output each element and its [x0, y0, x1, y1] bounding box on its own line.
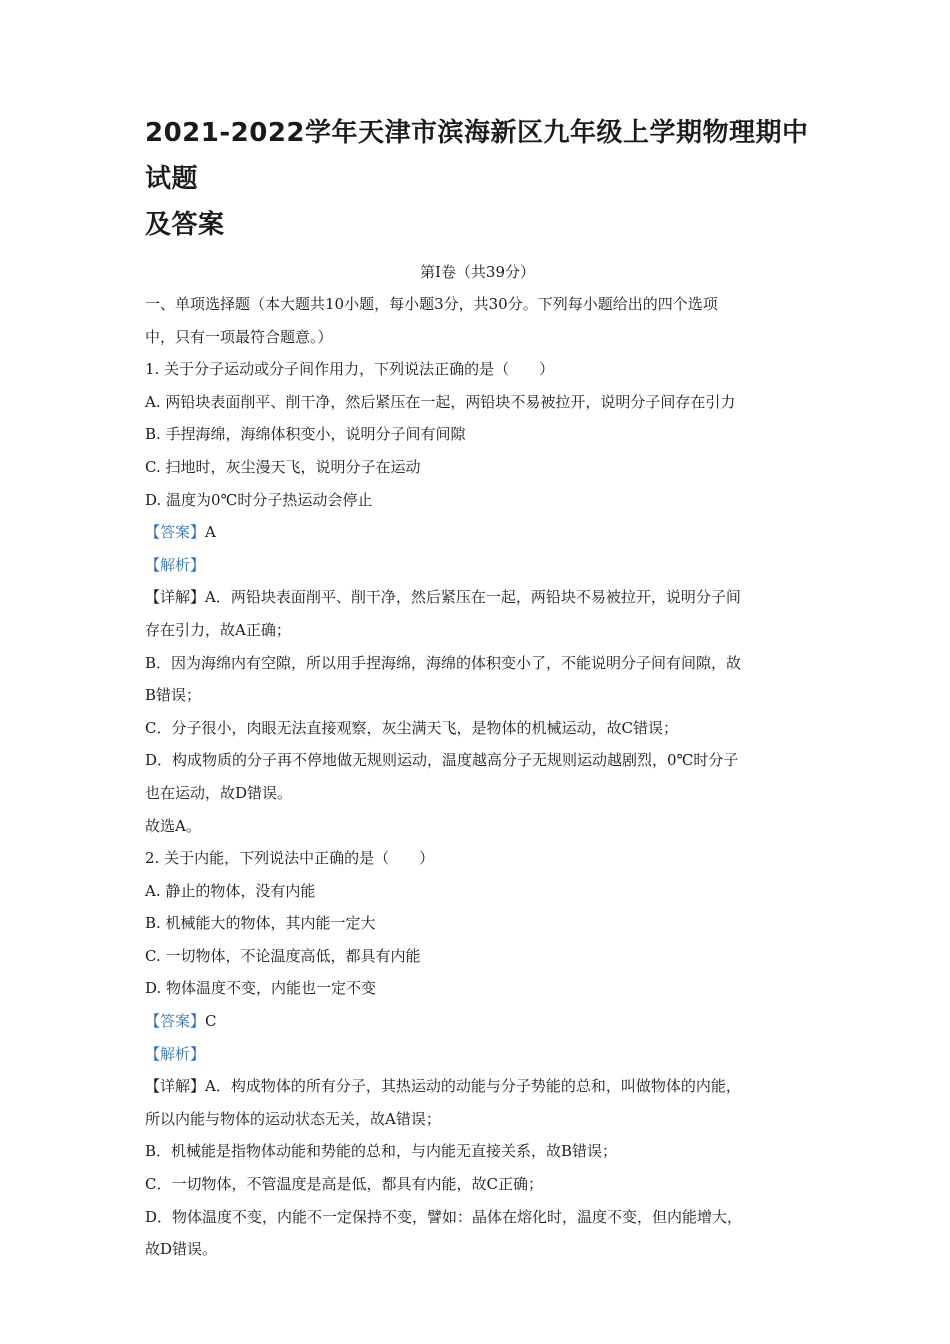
- detail-tag: 【详解】: [145, 1077, 206, 1096]
- title-line-1: 2021-2022学年天津市滨海新区九年级上学期物理期中试题: [145, 118, 809, 194]
- detail-tag: 【详解】: [145, 588, 206, 607]
- q2-detail-line-5: D．物体温度不变，内能不一定保持不变，譬如：晶体在熔化时，温度不变，但内能增大，: [145, 1207, 743, 1226]
- instructions-line-1: 一、单项选择题（本大题共10小题，每小题3分，共30分。下列每小题给出的四个选项: [145, 295, 718, 313]
- q1-detail-line-1: [145, 581, 810, 614]
- q1-answer: [145, 516, 810, 549]
- title-line-2: 及答案: [145, 210, 225, 240]
- q2-answer-value: C: [205, 1012, 217, 1031]
- q2-detail-text-1: A．构成物体的所有分子，其热运动的动能与分子势能的总和，叫做物体的内能，: [205, 1077, 741, 1096]
- q1-option-a: A. 两铅块表面削平、削干净，然后紧压在一起，两铅块不易被拉开，说明分子间存在引力: [145, 392, 736, 411]
- q1-detail-line-5: C．分子很小，肉眼无法直接观察，灰尘满天飞，是物体的机械运动，故C错误；: [145, 718, 678, 737]
- q2-option-c: C. 一切物体，不论温度高低，都具有内能: [145, 946, 421, 965]
- q1-stem: 1. 关于分子运动或分子间作用力，下列说法正确的是（ ）: [145, 360, 555, 379]
- document-page: [145, 110, 810, 1266]
- q1-detail-line-6: D．构成物质的分子再不停地做无规则运动，温度越高分子无规则运动越剧烈，0℃时分子: [145, 751, 739, 770]
- q1-option-c: C. 扫地时，灰尘漫天飞，说明分子在运动: [145, 457, 421, 476]
- q1-detail-text-1: A．两铅块表面削平、削干净，然后紧压在一起，两铅块不易被拉开，说明分子间: [205, 588, 741, 607]
- section-heading: 第Ⅰ卷（共39分）: [419, 263, 535, 281]
- q2-detail-line-4: C．一切物体，不管温度是高是低，都具有内能，故C正确；: [145, 1175, 543, 1194]
- q2-option-d: D. 物体温度不变，内能也一定不变: [145, 979, 377, 998]
- answer-tag: 【答案】: [145, 1012, 206, 1031]
- analysis-tag: 【解析】: [145, 555, 206, 574]
- q2-detail-line-6: 故D错误。: [145, 1240, 218, 1259]
- q1-analysis: [145, 549, 810, 582]
- analysis-tag: 【解析】: [145, 1044, 206, 1063]
- q1-detail-line-4: B错误；: [145, 686, 202, 705]
- q2-option-a: A. 静止的物体，没有内能: [145, 881, 316, 900]
- q1-option-b: B. 手捏海绵，海绵体积变小，说明分子间有间隙: [145, 425, 466, 444]
- answer-tag: 【答案】: [145, 523, 206, 542]
- document-title: [145, 110, 810, 248]
- q1-conclusion: 故选A。: [145, 816, 201, 835]
- q2-answer: [145, 1005, 810, 1038]
- q2-detail-line-2: 所以内能与物体的运动状态无关，故A错误；: [145, 1109, 441, 1128]
- q2-analysis: [145, 1038, 810, 1071]
- q2-option-b: B. 机械能大的物体，其内能一定大: [145, 914, 376, 933]
- q1-answer-value: A: [205, 523, 216, 542]
- q2-detail-line-3: B．机械能是指物体动能和势能的总和，与内能无直接关系，故B错误；: [145, 1142, 618, 1161]
- q2-stem: 2. 关于内能，下列说法中正确的是（ ）: [145, 849, 435, 868]
- q1-detail-line-2: 存在引力，故A正确；: [145, 620, 291, 639]
- instructions-line-2: 中，只有一项最符合题意。）: [145, 327, 333, 346]
- q1-detail-line-3: B．因为海绵内有空隙，所以用手捏海绵，海绵的体积变小了，不能说明分子间有间隙，故: [145, 653, 742, 672]
- q1-detail-line-7: 也在运动，故D错误。: [145, 783, 293, 802]
- q2-detail-line-1: [145, 1070, 810, 1103]
- q1-option-d: D. 温度为0℃时分子热运动会停止: [145, 490, 373, 509]
